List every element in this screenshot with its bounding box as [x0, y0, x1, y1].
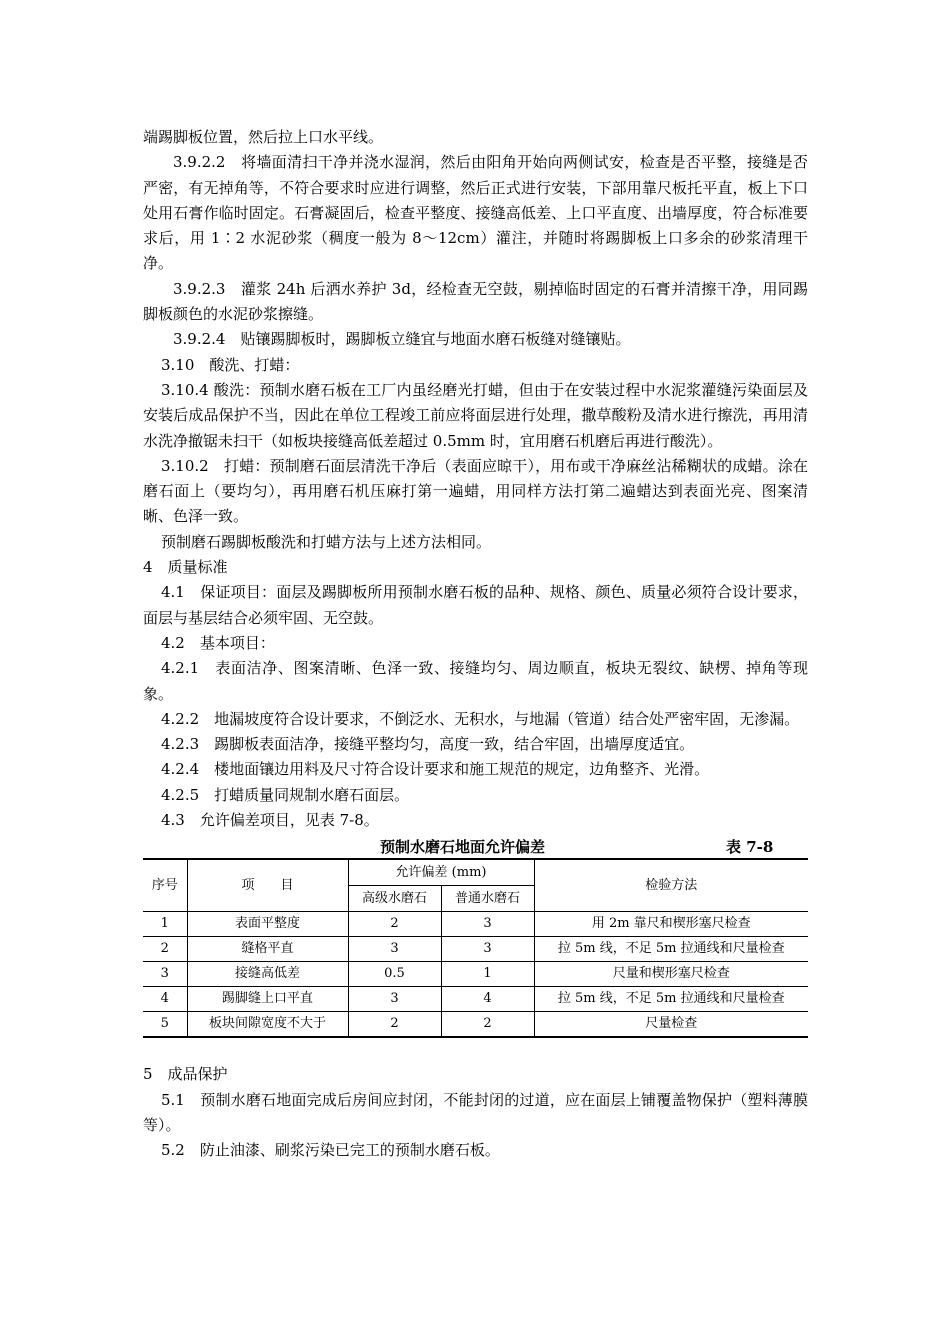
paragraph-4-2-1: 4.2.1 表面洁净、图案清晰、色泽一致、接缝均匀、周边顺直，板块无裂纹、缺楞、掉角等现象。 — [143, 659, 808, 703]
cell-method: 尺量检查 — [534, 1012, 808, 1038]
paragraph-3-10-4: 3.10.4 酸洗：预制水磨石板在工厂内虽经磨光打蜡，但由于在安装过程中水泥浆灌缝污染面层及安装后成品保护不当，因此在单位工程竣工前应将面层进行处理，撒草酸粉及清水进行擦洗，再用清水洗净撤锯未扫干（如板块接缝高低差超过 0.5mm 时，宜用磨石机磨后再进行酸洗）。 — [143, 380, 808, 450]
cell-method: 拉 5m 线，不足 5m 拉通线和尺量检查 — [534, 937, 808, 962]
paragraph-5-1: 5.1 预制水磨石地面完成后房间应封闭，不能封闭的过道，应在面层上铺覆盖物保护（塑料薄膜等）。 — [143, 1090, 808, 1134]
cell-item: 缝格平直 — [187, 937, 348, 962]
table-header-row — [143, 859, 808, 886]
paragraph-4-3: 4.3 允许偏差项目，见表 7-8。 — [161, 811, 379, 830]
cell-high: 2 — [348, 912, 441, 937]
section-heading-5: 5 成品保护 — [143, 1065, 228, 1084]
paragraph-3-9-2-2: 3.9.2.2 将墙面清扫干净并浇水湿润，然后由阳角开始向两侧试安，检查是否平整，接缝是否严密，有无掉角等，不符合要求时应进行调整，然后正式进行安装，下部用靠尺板托平直，板上下口处用石膏作临时固定。石膏凝固后，检查平整度、接缝高低差、上口平直度、出墙厚度，符合标准要求后，用 1∶2 水泥砂浆（稠度一般为 8～12cm）灌注，并随时将踢脚板上口多余的砂浆清理干净。 — [143, 153, 808, 273]
cell-method: 尺量和楔形塞尺检查 — [534, 962, 808, 987]
header-item: 项 目 — [187, 859, 348, 912]
paragraph-4-2-4: 4.2.4 楼地面镶边用料及尺寸符合设计要求和施工规范的规定，边角整齐、光滑。 — [161, 760, 710, 779]
table-row — [143, 962, 808, 987]
table-caption — [143, 836, 808, 858]
cell-item: 踢脚缝上口平直 — [187, 987, 348, 1012]
paragraph-4-2-5: 4.2.5 打蜡质量同规制水磨石面层。 — [161, 785, 410, 804]
section-heading-3-10: 3.10 酸洗、打蜡： — [161, 355, 300, 374]
tolerance-table-block — [143, 836, 808, 1038]
header-method: 检验方法 — [534, 859, 808, 912]
cell-seq: 2 — [143, 937, 187, 962]
cell-normal: 3 — [441, 912, 534, 937]
cell-item: 接缝高低差 — [187, 962, 348, 987]
header-tolerance: 允许偏差 (mm) — [348, 859, 534, 886]
cell-method: 用 2m 靠尺和楔形塞尺检查 — [534, 912, 808, 937]
cell-seq: 5 — [143, 1012, 187, 1038]
document-body — [143, 125, 808, 1164]
paragraph-3-9-2-3: 3.9.2.3 灌浆 24h 后洒水养护 3d，经检查无空鼓，剔掉临时固定的石膏并清擦干净，用同踢脚板颜色的水泥砂浆擦缝。 — [143, 279, 808, 324]
table-row — [143, 1012, 808, 1038]
cell-seq: 3 — [143, 962, 187, 987]
paragraph-3-10-2: 3.10.2 打蜡：预制磨石面层清洗干净后（表面应晾干），用布或干净麻丝沾稀糊状的成蜡。涂在磨石面上（要均匀），再用磨石机压麻打第一遍蜡，用同样方法打第二遍蜡达到表面光亮、图案清晰、色泽一致。 — [143, 456, 808, 526]
cell-normal: 3 — [441, 937, 534, 962]
table-title: 预制水磨石地面允许偏差 — [380, 838, 546, 857]
paragraph-3-9-2-4: 3.9.2.4 贴镶踢脚板时，踢脚板立缝宜与地面水磨石板缝对缝镶贴。 — [173, 330, 631, 349]
tolerance-table — [143, 858, 808, 1038]
header-seq: 序号 — [143, 859, 187, 912]
header-normal-grade: 普通水磨石 — [441, 886, 534, 912]
cell-normal: 1 — [441, 962, 534, 987]
table-row — [143, 937, 808, 962]
cell-high: 0.5 — [348, 962, 441, 987]
paragraph-4-2-2: 4.2.2 地漏坡度符合设计要求，不倒泛水、无积水，与地漏（管道）结合处严密牢固，无渗漏。 — [161, 709, 800, 728]
paragraph-4-2-3: 4.2.3 踢脚板表面洁净，接缝平整均匀，高度一致，结合牢固，出墙厚度适宜。 — [161, 735, 695, 754]
cell-seq: 1 — [143, 912, 187, 937]
cell-high: 3 — [348, 937, 441, 962]
cell-method: 拉 5m 线，不足 5m 拉通线和尺量检查 — [534, 987, 808, 1012]
paragraph-5-2: 5.2 防止油漆、刷浆污染已完工的预制水磨石板。 — [161, 1141, 500, 1160]
paragraph-baseboard: 预制磨石踢脚板酸洗和打蜡方法与上述方法相同。 — [161, 532, 492, 551]
cell-normal: 2 — [441, 1012, 534, 1038]
paragraph-4-1: 4.1 保证项目：面层及踢脚板所用预制水磨石板的品种、规格、颜色、质量必须符合设计要求，面层与基层结合必须牢固、无空鼓。 — [143, 583, 808, 627]
table-row — [143, 912, 808, 937]
paragraph-4-2: 4.2 基本项目： — [161, 633, 275, 652]
cell-item: 表面平整度 — [187, 912, 348, 937]
cell-normal: 4 — [441, 987, 534, 1012]
cell-item: 板块间隙宽度不大于 — [187, 1012, 348, 1038]
table-row — [143, 987, 808, 1012]
section-heading-4: 4 质量标准 — [143, 558, 228, 577]
header-high-grade: 高级水磨石 — [348, 886, 441, 912]
paragraph: 端踢脚板位置，然后拉上口水平线。 — [143, 128, 384, 146]
cell-high: 3 — [348, 987, 441, 1012]
table-number: 表 7-8 — [726, 838, 774, 857]
cell-high: 2 — [348, 1012, 441, 1038]
cell-seq: 4 — [143, 987, 187, 1012]
